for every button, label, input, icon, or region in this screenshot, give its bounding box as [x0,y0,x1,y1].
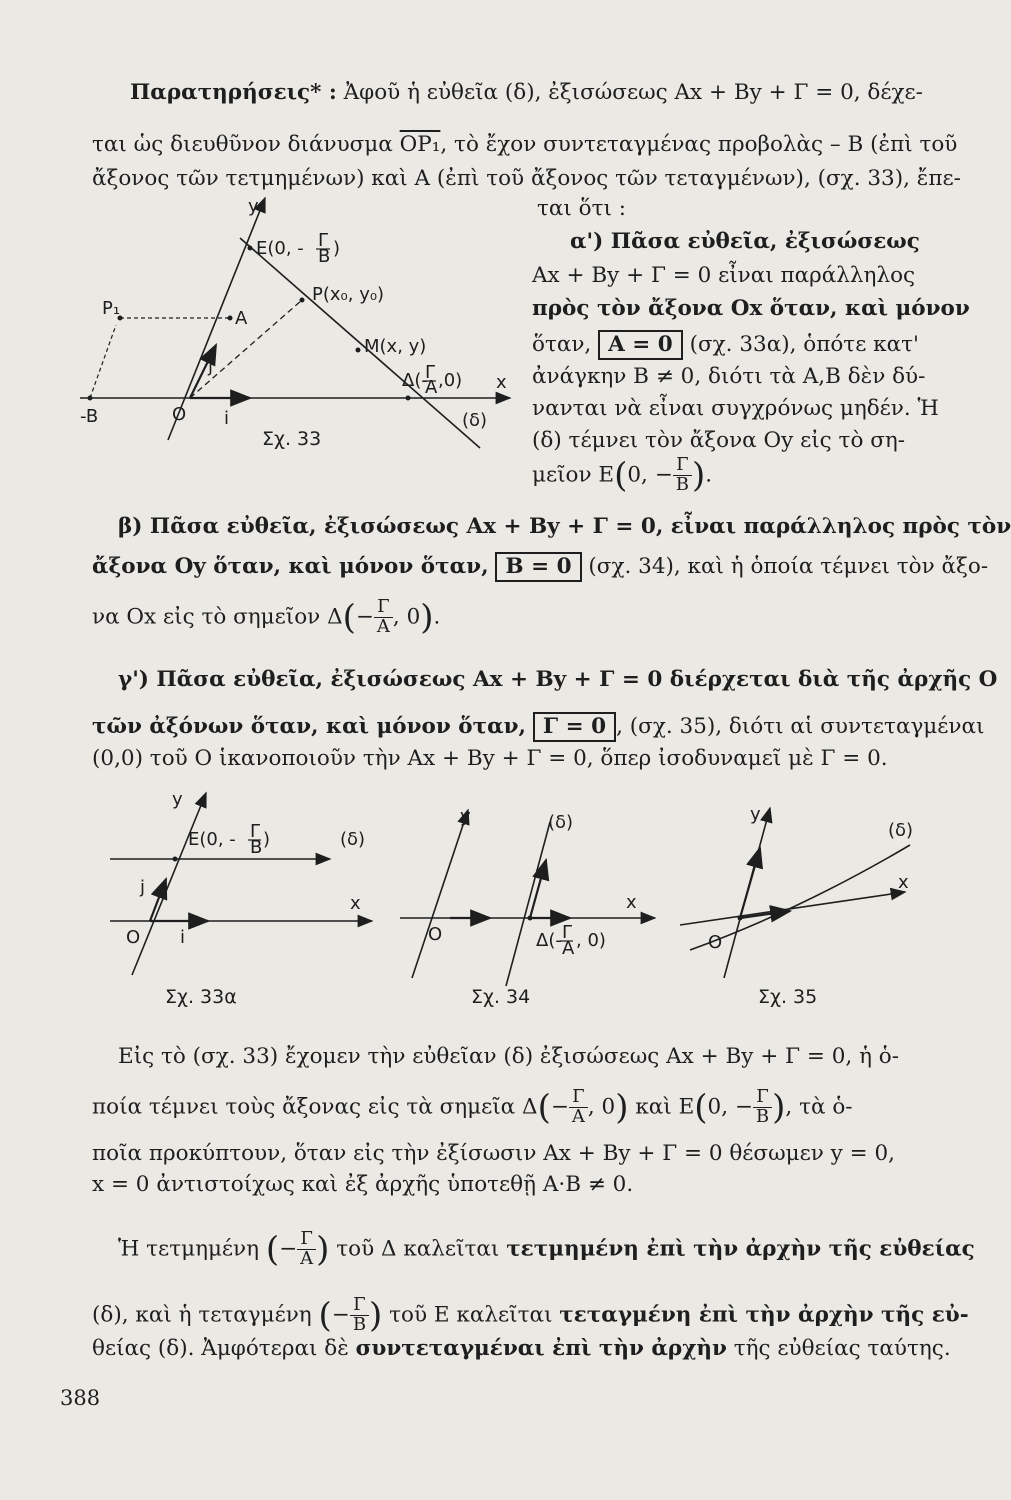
figure-33a [110,785,380,975]
label-i: i [180,927,186,948]
caption-34: Σχ. 34 [471,986,531,1008]
text: γ') Πᾶσα εὐθεῖα, ἐξισώσεως Ax + By + Γ = 0 διέρχεται διὰ τῆς ἀρχῆς O [118,667,998,692]
label-j: j [140,877,146,898]
frac-num: Γ [318,230,329,251]
text: Ἡ τετμημένη [118,1236,260,1262]
caption-33a: Σχ. 33α [165,986,237,1008]
text: β) Πᾶσα εὐθεῖα, ἐξισώσεως Ax + By + Γ = 0, εἶναι παράλληλος πρὸς τὸν [118,514,1011,539]
text: (σχ. 34), καὶ ἡ ὁποία τέμνει τὸν ἄξο- [588,554,989,579]
vector-op1: OP₁ [399,132,441,157]
text: καὶ [635,1094,672,1120]
point-e: E [598,462,615,488]
alpha-line [532,298,970,320]
text: x = 0 ἀντιστοίχως καὶ ἐξ ἀρχῆς ὑποτεθῇ A·B ≠ 0. [92,1172,634,1197]
frac-num: Γ [562,922,573,943]
label-o: O [428,924,443,945]
alpha-line [532,430,905,452]
x-axis [680,892,905,925]
page-number: 388 [60,1386,101,1410]
condition-box-b: B = 0 [495,552,581,582]
label-a: A [235,308,248,329]
fraction: $\frac{\Gamma}{A}$ [374,598,393,637]
label-i: i [224,408,230,429]
text-line [92,1174,633,1196]
beta-line [92,552,988,582]
text: (δ), καὶ ἡ τεταγμένη [92,1302,312,1328]
frac-den: A [425,377,438,398]
label-y: y [248,196,259,217]
alpha-line [532,265,915,287]
beta-line: να Ox εἰς τὸ σημεῖον Δ(− $\frac{\Gamma}{A}$ , 0). [92,596,441,638]
dashed-b-p1 [90,325,116,398]
label-y: y [460,806,471,827]
label-d-end: , 0) [576,930,606,951]
frac-num: Γ [250,821,261,842]
point-e [173,857,178,862]
text: νανται νὰ εἶναι συγχρόνως μηδέν. Ἡ [532,396,939,421]
label-e-end: ) [263,829,271,850]
fraction: $\frac{\Gamma}{B}$ [673,456,692,495]
frac-den: B [250,837,263,858]
point-delta: Δ [522,1094,538,1120]
beta-line [118,516,1011,538]
line-delta [240,238,480,448]
text: ἀνάγκην B ≠ 0, διότι τὰ A,B δὲν δύ- [532,364,926,389]
label-e-end: ) [333,238,341,259]
text: τὰ ὁ- [799,1094,853,1120]
text: τετμημένη ἐπὶ τὴν ἀρχὴν τῆς εὐθείας [506,1236,975,1262]
text: μεῖον [532,462,592,488]
point-m [356,348,361,353]
caption-33: Σχ. 33 [262,428,322,450]
text-line [118,1046,899,1068]
text: (σχ. 33α), ὁπότε κατ' [689,332,919,357]
label-minus-b: -B [80,406,99,427]
condition-box-a: A = 0 [598,330,683,360]
text: ποία τέμνει τοὺς ἄξονας εἰς τὰ σημεῖα [92,1094,516,1120]
text: πρὸς τὸν ἄξονα Ox ὅταν, καὶ μόνον [532,296,970,321]
label-e: E(0, - [256,238,304,259]
text: ἄξονος τῶν τετμημένων) καὶ A (ἐπὶ τοῦ ἄξονος τῶν τεταγμένων), (σχ. 33), ἔπε- [92,166,961,191]
label-d-end: ,0) [438,370,463,391]
point-p [300,298,305,303]
text: συντεταγμέναι ἐπὶ τὴν ἀρχὴν [355,1336,727,1361]
label-x: x [350,893,361,914]
label-x: x [626,892,637,913]
text: Ax + By + Γ = 0 εἶναι παράλληλος [532,263,916,288]
gamma-line [92,712,984,742]
label-j: j [208,356,214,377]
frac-den: A [562,938,575,959]
label-o: O [172,404,187,425]
text: α') Πᾶσα εὐθεῖα, ἐξισώσεως [570,229,920,254]
observations-heading: Παρατηρήσεις* : [130,80,337,105]
point-d [528,916,533,921]
frac-num: Γ [425,362,436,383]
label-delta: (δ) [888,820,914,841]
text: 0, − [627,462,673,488]
line-delta [506,822,550,986]
label-delta: (δ) [548,812,574,833]
text-line [92,134,957,156]
text: Εἰς τὸ (σχ. 33) ἔχομεν τὴν εὐθεῖαν (δ) ἐξισώσεως Ax + By + Γ = 0, ἡ ὁ- [118,1044,899,1069]
y-axis [412,810,468,978]
text: τεταγμένη ἐπὶ τὴν ἀρχὴν τῆς εὐ- [559,1302,969,1328]
gamma-line [92,748,888,770]
label-delta: (δ) [340,829,366,850]
text: , (σχ. 35), διότι αἱ συντεταγμέναι [616,714,985,739]
line-delta [690,845,910,950]
label-d: Δ(- [536,930,562,951]
figure-35 [680,800,915,980]
text: τοῦ Δ καλεῖται [336,1236,500,1262]
text-line [130,82,923,104]
direction-vector [740,848,760,918]
text-line [537,198,626,220]
point-e-dot [248,246,253,251]
origin [738,916,743,921]
text: (δ) τέμνει τὸν ἄξονα Oy εἰς τὸ ση- [532,428,906,453]
text-line: ποία τέμνει τοὺς ἄξονας εἰς τὰ σημεῖα Δ(− $\frac{\Gamma}{A}$ , 0) καὶ E(0, − $\frac{\Gamma}{B}$ ), τὰ ὁ- [92,1086,853,1128]
text-line [92,1143,895,1165]
point-minus-b [88,396,93,401]
alpha-line [532,366,925,388]
label-p: P(x₀, y₀) [312,284,385,305]
figure-33 [80,190,520,460]
label-x: x [496,372,507,393]
condition-box-g: Γ = 0 [533,712,616,742]
caption-35: Σχ. 35 [758,986,818,1008]
text: να Ox εἰς τὸ σημεῖον [92,604,321,630]
text-line: (δ), καὶ ἡ τεταγμένη (− $\frac{\Gamma}{B}$ ) τοῦ E καλεῖται τεταγμένη ἐπὶ τὴν ἀρχὴν τῆς εὐ- [92,1294,969,1336]
point-d [406,396,411,401]
label-x: x [898,872,909,893]
text: τῆς εὐθείας ταύτης. [733,1336,951,1361]
alpha-line: μεῖον E(0, − $\frac{\Gamma}{B}$ ). [532,454,713,496]
point-delta: Δ [327,604,343,630]
vector-j [150,879,166,921]
point-e: E [678,1094,695,1120]
text: ἄξονα Oy ὅταν, καὶ μόνον ὅταν, [92,554,489,579]
text: θείας (δ). Ἀμφότεραι δὲ [92,1336,349,1361]
text: (0,0) τοῦ O ἱκανοποιοῦν τὴν Ax + By + Γ = 0, ὅπερ ἰσοδυναμεῖ μὲ Γ = 0. [92,746,888,771]
text: , τὸ ἔχον συντεταγμένας προβολὰς – B (ἐπὶ τοῦ [440,132,958,157]
label-d: Δ(- [402,370,428,391]
label-y: y [750,804,761,825]
text: ὅταν, [532,332,592,357]
text-line [92,168,961,190]
figure-34 [400,800,660,990]
label-delta: (δ) [462,410,488,431]
label-y: y [172,789,183,810]
text: τοῦ E καλεῖται [389,1302,553,1328]
text: ται ὅτι : [537,196,627,221]
label-p1: P₁ [102,298,121,319]
text-line: Ἡ τετμημένη (− $\frac{\Gamma}{A}$ ) τοῦ Δ καλεῖται τετμημένη ἐπὶ τὴν ἀρχὴν τῆς εὐθείας [118,1228,975,1270]
gamma-line [118,669,997,691]
text: τῶν ἀξόνων ὅταν, καὶ μόνον ὅταν, [92,714,527,739]
text: Ἀφοῦ ἡ εὐθεῖα (δ), ἐξισώσεως Ax + By + Γ = 0, δέχε- [343,80,923,105]
label-o: O [708,932,723,953]
label-e: E(0, - [188,829,236,850]
text: ται ὡς διευθῦνον διάνυσμα [92,132,393,157]
text-line [92,1338,951,1360]
alpha-line [532,330,919,360]
text: ποῖα προκύπτουν, ὅταν εἰς τὴν ἐξίσωσιν Ax + By + Γ = 0 θέσωμεν y = 0, [92,1141,895,1166]
label-m: M(x, y) [364,336,427,357]
alpha-line [532,398,939,420]
label-o: O [126,927,141,948]
alpha-line [570,231,920,253]
point-a [228,316,233,321]
frac-den: B [318,246,331,267]
